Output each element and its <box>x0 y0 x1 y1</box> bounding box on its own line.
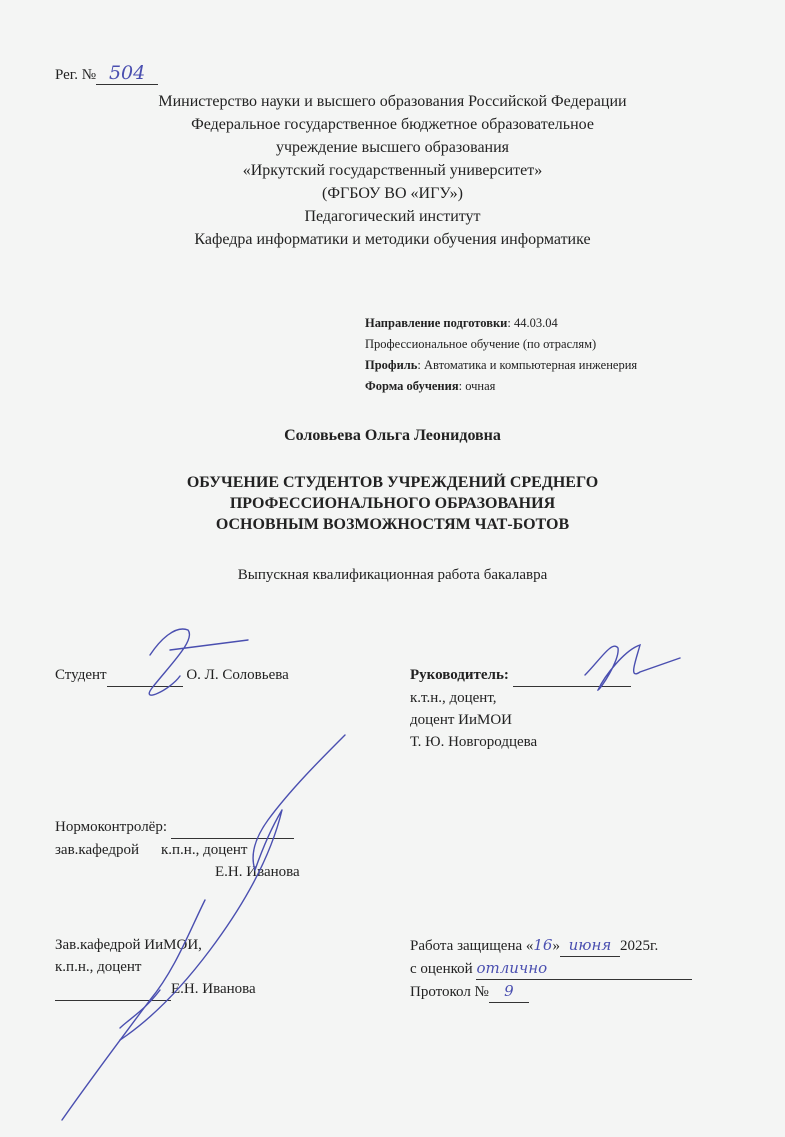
title-line-3: ОСНОВНЫМ ВОЗМОЖНОСТЯМ ЧАТ-БОТОВ <box>215 516 570 533</box>
study-form-label: Форма обучения <box>365 379 459 393</box>
supervisor-position: доцент ИиМОИ <box>410 712 513 728</box>
head-name: Е.Н. Иванова <box>171 981 256 997</box>
author-name: Соловьева Ольга Леонидовна <box>284 427 501 444</box>
grade-handwritten: отлично <box>476 957 692 980</box>
university-name: «Иркутский государственный университет» <box>242 162 543 179</box>
reg-label: Рег. № <box>55 67 97 83</box>
higher-education-line: учреждение высшего образования <box>275 139 510 156</box>
institution-header <box>0 90 785 251</box>
supervisor-degree: к.т.н., доцент, <box>410 690 497 706</box>
defense-day-handwritten: 16 <box>533 936 553 954</box>
federal-institution-line: Федеральное государственное бюджетное образовательное <box>191 116 594 133</box>
thesis-title <box>0 472 785 535</box>
normcontrol-block <box>55 816 300 883</box>
protocol-label: Протокол № <box>410 984 489 1000</box>
reg-number-handwritten: 504 <box>96 62 158 85</box>
supervisor-block <box>410 664 631 753</box>
direction-value: : 44.03.04 <box>507 316 558 330</box>
supervisor-name: Т. Ю. Новгородцева <box>410 734 538 750</box>
university-abbreviation: (ФГБОУ ВО «ИГУ») <box>322 185 463 202</box>
program-info <box>365 313 637 397</box>
title-line-1: ОБУЧЕНИЕ СТУДЕНТОВ УЧРЕЖДЕНИЙ СРЕДНЕГО <box>186 474 599 491</box>
normcontrol-degree: к.п.н., доцент <box>160 842 248 858</box>
defense-prefix: Работа защищена « <box>410 938 534 954</box>
direction-label: Направление подготовки <box>365 316 508 330</box>
defense-year: 2025г. <box>619 938 659 954</box>
defense-month-handwritten: июня <box>560 934 620 957</box>
study-form-value: : очная <box>458 379 496 393</box>
head-signature-icon <box>62 900 205 1120</box>
protocol-number-handwritten: 9 <box>489 980 529 1003</box>
head-position: Зав.кафедрой ИиМОИ, <box>55 937 202 953</box>
student-signature-block <box>55 664 289 687</box>
head-of-department-block <box>55 934 256 1001</box>
defense-block <box>410 934 692 1003</box>
head-degree: к.п.н., доцент <box>55 959 142 975</box>
department-name: Кафедра информатики и методики обучения информатике <box>194 231 591 248</box>
supervisor-label: Руководитель: <box>410 667 509 683</box>
normcontrol-name: Е.Н. Иванова <box>215 864 300 880</box>
ministry-line: Министерство науки и высшего образования Российской Федерации <box>158 93 627 110</box>
profile-label: Профиль <box>365 358 418 372</box>
normcontrol-label: Нормоконтролёр: <box>55 819 168 835</box>
profile-value: : Автоматика и компьютерная инженерия <box>417 358 638 372</box>
student-name: О. Л. Соловьева <box>186 667 289 683</box>
institute-name: Педагогический институт <box>304 208 481 225</box>
direction-description: Профессиональное обучение (по отраслям) <box>365 337 597 351</box>
normcontrol-position: зав.кафедрой <box>55 842 139 858</box>
grade-label: с оценкой <box>410 961 473 977</box>
student-label: Студент <box>55 667 107 683</box>
defense-quote: » <box>552 938 560 954</box>
title-line-2: ПРОФЕССИОНАЛЬНОГО ОБРАЗОВАНИЯ <box>229 495 556 512</box>
registration-number <box>55 62 158 85</box>
work-type: Выпускная квалификационная работа бакалавра <box>237 567 548 583</box>
